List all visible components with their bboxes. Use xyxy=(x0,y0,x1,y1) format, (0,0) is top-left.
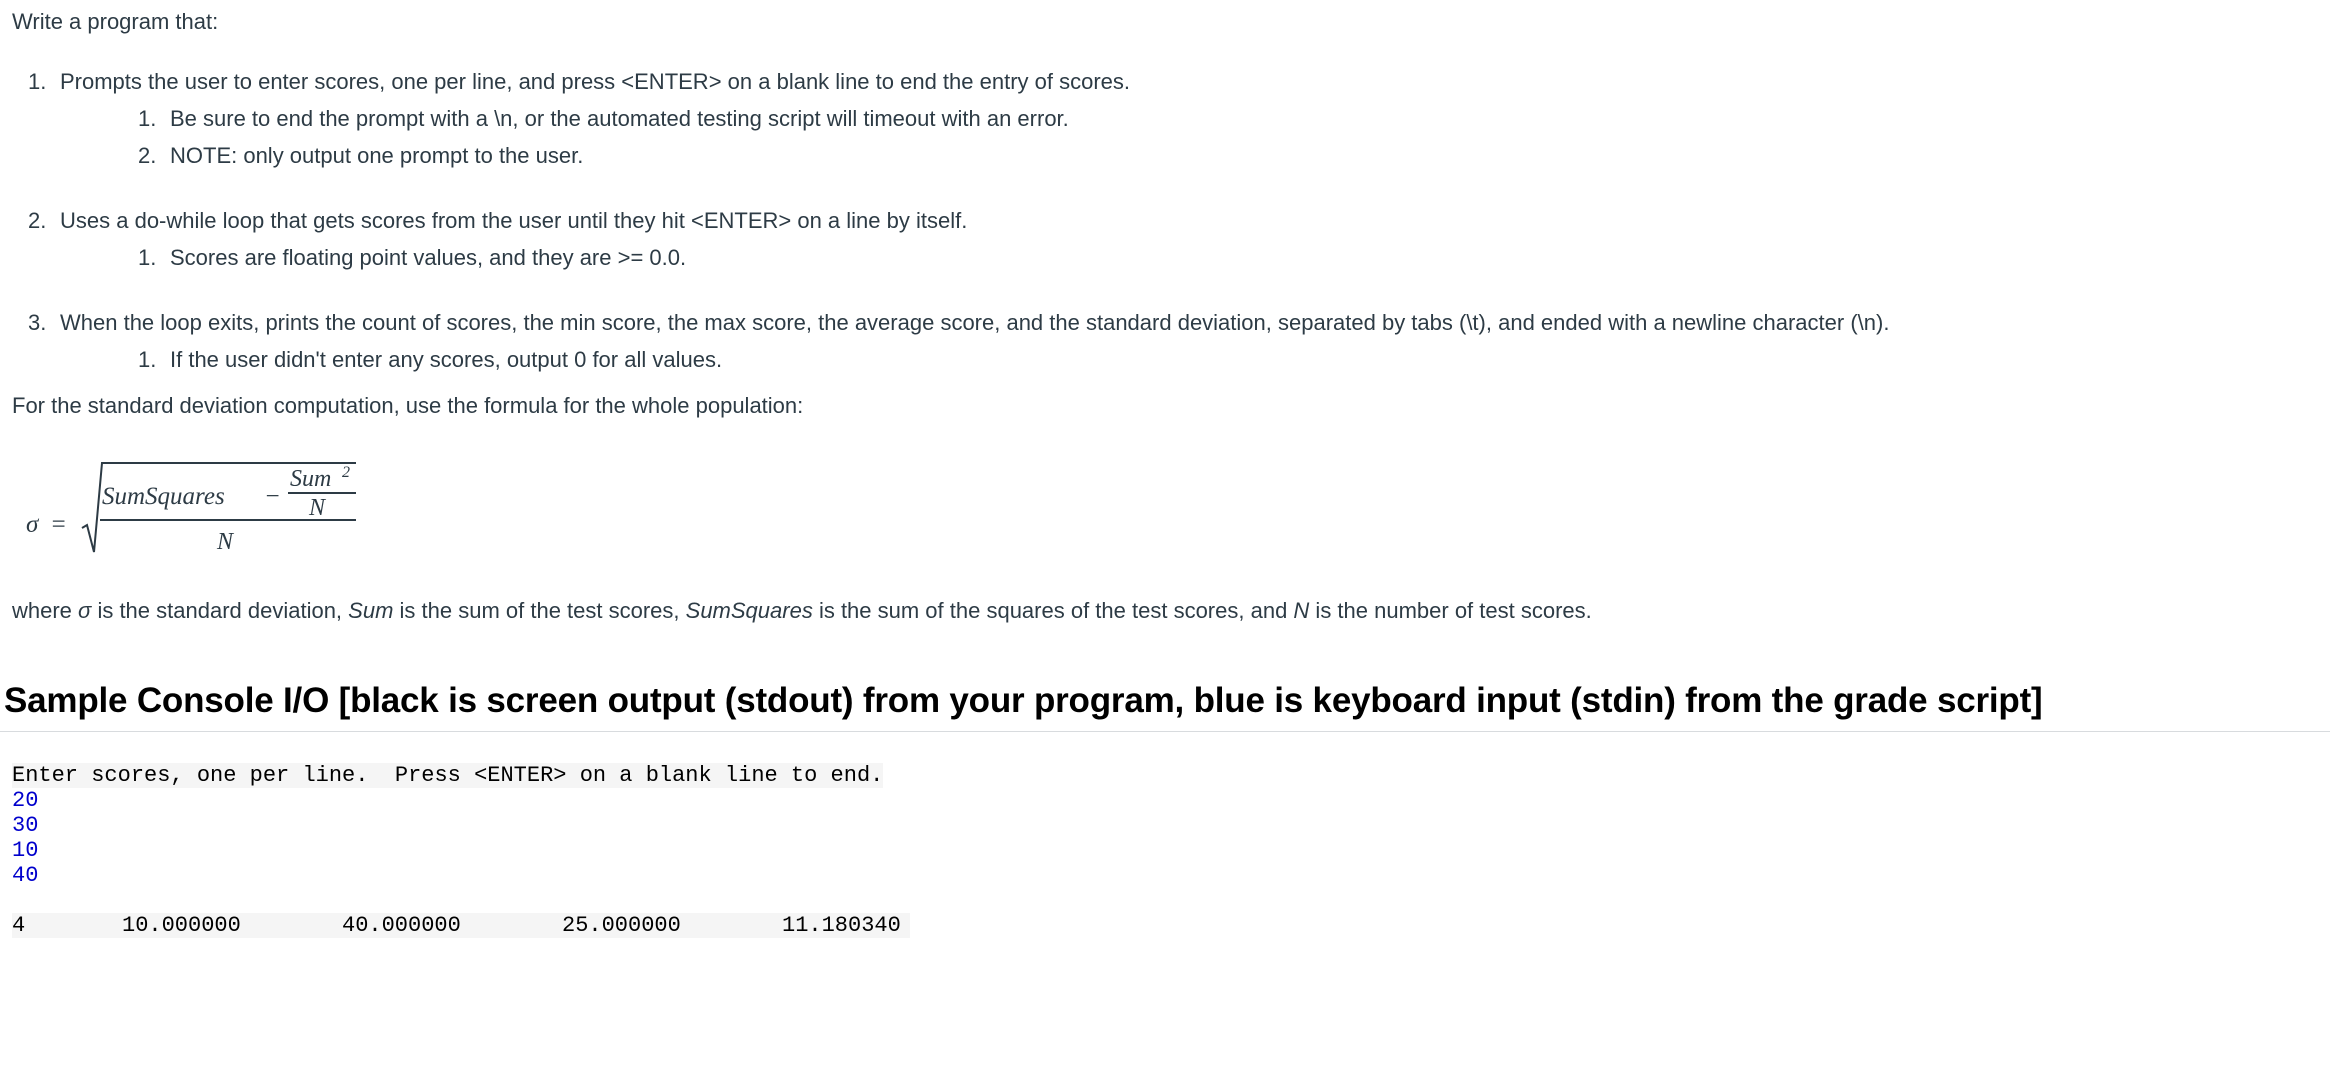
formula-sigma: σ xyxy=(26,511,39,538)
sub-requirement-text: If the user didn't enter any scores, output 0 for all values. xyxy=(170,347,723,372)
console-prompt: Enter scores, one per line. Press <ENTER> on a blank line to end. xyxy=(12,763,884,788)
sub-requirement-text: Be sure to end the prompt with a \n, or the automated testing script will timeout with an error. xyxy=(170,106,1069,131)
requirement-item xyxy=(12,68,2312,179)
formula-minus: − xyxy=(264,483,281,510)
where-text: is the sum of the test scores, xyxy=(393,598,686,623)
console-input-line: 30 xyxy=(12,813,39,838)
sub-requirement-text: NOTE: only output one prompt to the user. xyxy=(170,143,584,168)
std-dev-intro: For the standard deviation computation, use the formula for the whole population: xyxy=(12,393,804,418)
variable-definitions xyxy=(12,597,1592,625)
sub-requirements-list xyxy=(60,244,2312,281)
sub-requirement-text: Scores are floating point values, and they are >= 0.0. xyxy=(170,245,687,270)
where-n: N xyxy=(1293,598,1310,623)
result-std-dev: 11.180340 xyxy=(782,913,901,938)
requirement-number: 1. xyxy=(28,69,47,94)
sub-requirement-item xyxy=(60,346,2312,383)
where-text: where xyxy=(12,598,79,623)
intro-text: Write a program that: xyxy=(12,9,219,34)
requirement-number: 2. xyxy=(28,208,47,233)
sub-requirement-number: 1. xyxy=(138,245,157,270)
where-sum: Sum xyxy=(348,598,394,623)
where-text: is the standard deviation, xyxy=(91,598,349,623)
requirement-item xyxy=(12,309,2312,383)
console-input-line: 10 xyxy=(12,838,39,863)
requirement-text: Uses a do-while loop that gets scores from the user until they hit <ENTER> on a line by itself. xyxy=(60,208,968,233)
heading-divider xyxy=(0,731,2330,732)
sub-requirement-number: 1. xyxy=(138,106,157,131)
formula-sum-squares: SumSquares xyxy=(102,483,225,510)
where-text: is the number of test scores. xyxy=(1309,598,1592,623)
result-min: 10.000000 xyxy=(122,913,241,938)
console-input-line: 20 xyxy=(12,788,39,813)
formula-n-inner: N xyxy=(309,495,326,521)
where-sigma: σ xyxy=(78,598,92,623)
console-result-line xyxy=(12,913,910,938)
sub-requirement-item xyxy=(60,142,2312,179)
requirement-text: When the loop exits, prints the count of scores, the min score, the max score, the average score, and the standard deviation, separated by tabs (\t), and ended with a newline character (\n). xyxy=(60,310,1890,335)
where-sumsquares: SumSquares xyxy=(685,598,813,623)
formula-svg xyxy=(26,458,366,558)
formula-equals: = xyxy=(50,511,67,538)
sub-requirement-number: 2. xyxy=(138,143,157,168)
requirements-list xyxy=(12,68,2312,383)
std-dev-formula xyxy=(26,458,366,558)
console-prompt-line xyxy=(12,763,910,788)
result-average: 25.000000 xyxy=(562,913,681,938)
sub-requirement-item xyxy=(60,105,2312,142)
sample-io-heading: Sample Console I/O [black is screen output (stdout) from your program, blue is keyboard input (stdin) from the grade script] xyxy=(4,681,2043,720)
sub-requirements-list xyxy=(60,346,2312,383)
requirement-text: Prompts the user to enter scores, one per line, and press <ENTER> on a blank line to end the entry of scores. xyxy=(60,69,1131,94)
console-blank-line xyxy=(12,888,910,913)
requirement-number: 3. xyxy=(28,310,47,335)
sub-requirements-list xyxy=(60,105,2312,179)
requirement-item xyxy=(12,207,2312,281)
sub-requirement-number: 1. xyxy=(138,347,157,372)
result-max: 40.000000 xyxy=(342,913,461,938)
sample-console xyxy=(12,763,910,938)
where-text: is the sum of the squares of the test scores, and xyxy=(812,598,1294,623)
formula-sum: Sum xyxy=(290,466,332,492)
result-count: 4 xyxy=(12,913,26,938)
console-input-line: 40 xyxy=(12,863,39,888)
formula-n-outer: N xyxy=(217,529,234,555)
sub-requirement-item xyxy=(60,244,2312,281)
formula-exponent: 2 xyxy=(342,464,350,481)
